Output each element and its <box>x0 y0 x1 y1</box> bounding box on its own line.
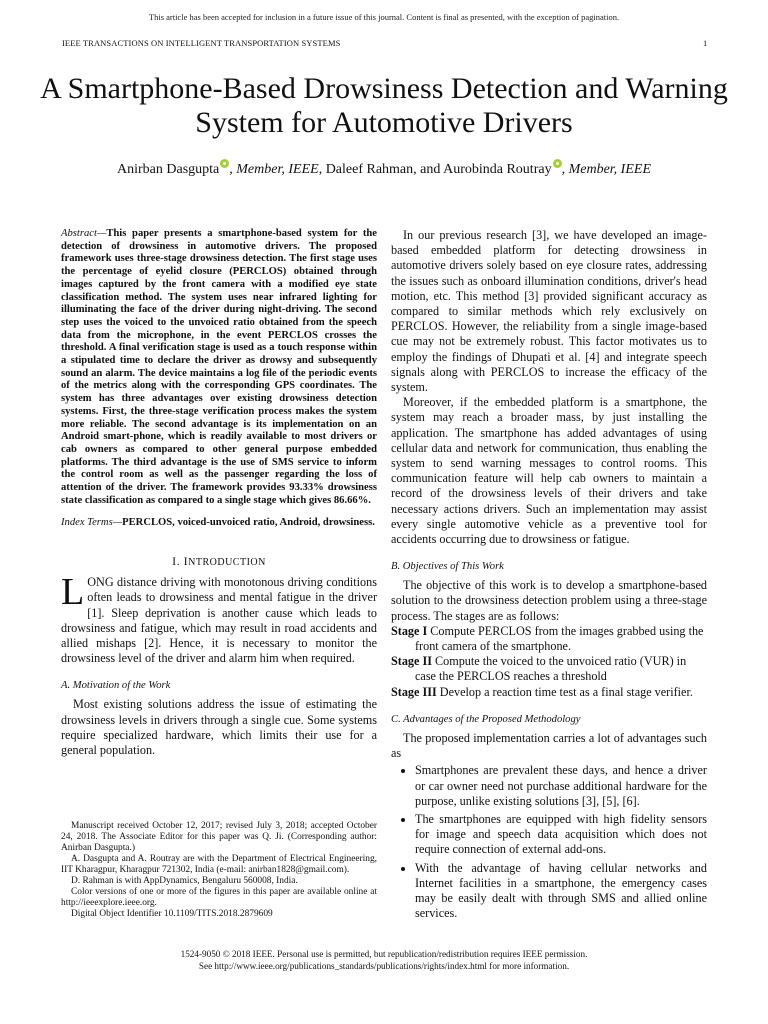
abstract-label: Abstract— <box>61 228 107 239</box>
list-item: • The smartphones are equipped with high fidelity sensors for image and speech data acquisition which does not require connection of external add-ons. <box>415 812 707 858</box>
footnote-doi: Digital Object Identifier 10.1109/TITS.2018.2879609 <box>71 909 273 919</box>
author-names: , Daleef Rahman, and Aurobinda Routray <box>318 162 552 177</box>
orcid-icon[interactable] <box>220 159 229 168</box>
author-role: , Member, IEEE <box>561 162 651 177</box>
section-heading-initial: I <box>183 554 189 569</box>
advantages-paragraph: The proposed implementation carries a lot of advantages such as <box>391 730 707 761</box>
abstract-text: This paper presents a smartphone-based system for the detection of drowsiness in automotive drivers. The proposed framework uses three-stage drowsiness detection. The first stage uses the percentage of eyelid closure (PERCLOS) obtained through images captured by the front camera with a modified eye state classification method. The system uses near infrared lighting for illuminating the face of the driver during night-driving. The second step uses the voiced to the unvoiced ratio obtained from the speech data from the microphone, in the event PERCLOS crosses the threshold. A final verification stage is used as a touch response within a stipulated time to declare the driver as drowsy and subsequently sound an alarm. The device maintains a log file of the periodic events of the metrics along with the corresponding GPS coordinates. The system has three advantages over existing drowsiness detection systems. First, the three-stage verification process makes the system more reliable. The second advantage is its implementation on an Android smart-phone, which is readily available to most drivers or cab owners as compared to other general purpose embedded platforms. The third advantage is the use of SMS service to inform the control room as well as the passenger regarding the loss of attention of the driver. The framework provides 93.33% drowsiness state classification as compared to a single stage which gives 86.66%. <box>61 228 377 506</box>
abstract <box>61 228 377 507</box>
stage-item <box>391 685 707 700</box>
stage-item <box>391 654 707 684</box>
stage-text: Compute PERCLOS from the images grabbed using the front camera of the smartphone. <box>415 623 704 654</box>
index-terms <box>61 517 377 530</box>
objectives-paragraph: The objective of this work is to develop a smartphone-based solution to the drowsiness detection problem using a three-stage process. The stages are as follows: <box>391 578 707 623</box>
subsection-heading-advantages: C. Advantages of the Proposed Methodology <box>391 713 581 725</box>
stage-text: Compute the voiced to the unvoiced ratio (VUR) in case the PERCLOS reaches a threshold <box>415 654 687 684</box>
acceptance-notice: This article has been accepted for inclusion in a future issue of this journal. Content is final as presented, with the exception of pagination. <box>148 12 620 22</box>
footnote-manuscript: Manuscript received October 12, 2017; revised July 3, 2018; accepted October 24, 2018. The Associate Editor for this paper was Q. Ji. (Corresponding author: Anirban Dasgupta.) <box>61 821 377 853</box>
paper-title: A Smartphone-Based Drowsiness Detection and Warning System for Automotive Drivers <box>40 72 728 139</box>
body-paragraph: In our previous research [3], we have developed an image-based embedded platform for detecting drowsiness in automotive drivers solely based on eye closure rates, addressing the issues such as onboard illumination conditions, driver's head motion, etc. This method [3] provided significant accuracy as compared to similar methods which rely exclusively on PERCLOS. However, the reliability from a single image-based cue may not be extremely robust. This factor motivates us to employ the findings of Dhupati et al. [4] and integrate speech signals along with PERCLOS to increase the efficacy of the system. <box>391 228 707 395</box>
right-column <box>391 228 707 924</box>
list-item: • Smartphones are prevalent these days, and hence a driver or car owner need not purchase additional hardware for the purpose, unlike existing solutions [3], [5], [6]. <box>415 763 707 809</box>
stage-item <box>391 624 707 654</box>
body-paragraph: Moreover, if the embedded platform is a smartphone, the system may reach a broader mass, by just installing the application. The smartphone has added advantages of using cellular data and network for communication, thus enabling the system to send warning messages to control rooms. This communication feature will help cab owners to maintain a record of the drowsiness levels of their drivers and take necessary actions drivers. Such an implementation may assist every single automotive vehicle as a preventive tool for accidents occurring due to drowsiness or fatigue. <box>391 395 707 547</box>
stage-label: Stage II <box>391 654 432 669</box>
motivation-paragraph: Most existing solutions address the issue of estimating the drowsiness levels in drivers through a single cue. Some systems require specialized hardware, which limits their use for a general population. <box>61 697 377 757</box>
running-head: IEEE TRANSACTIONS ON INTELLIGENT TRANSPORTATION SYSTEMS <box>62 38 341 48</box>
footnotes <box>61 821 377 920</box>
advantages-list <box>391 763 707 921</box>
subsection-heading-motivation: A. Motivation of the Work <box>61 680 171 692</box>
copyright-footer <box>0 948 768 972</box>
section-heading-rest: NTRODUCTION <box>188 557 266 569</box>
orcid-icon[interactable] <box>553 159 562 168</box>
section-heading-introduction <box>61 554 377 569</box>
page-number: 1 <box>703 38 708 48</box>
section-number: I. <box>172 554 184 569</box>
drop-cap: L <box>61 571 85 614</box>
index-terms-label: Index Terms— <box>61 517 123 529</box>
intro-paragraph <box>61 571 377 666</box>
stage-label: Stage I <box>391 623 428 638</box>
stage-list <box>391 624 707 700</box>
subsection-heading-objectives: B. Objectives of This Work <box>391 561 504 573</box>
stage-text: Develop a reaction time test as a final stage verifier. <box>439 684 693 699</box>
footnote-color: Color versions of one or more of the figures in this paper are available online at http://ieeexplore.ieee.org. <box>61 887 377 908</box>
footnote-affiliation: A. Dasgupta and A. Routray are with the Department of Electrical Engineering, IIT Kharagpur, Kharagpur 721302, India (e-mail: anirban1828@gmail.com). <box>61 854 377 875</box>
left-column <box>61 228 377 758</box>
author-role: , Member, IEEE <box>229 162 319 177</box>
author-line <box>40 159 728 178</box>
footnote-affiliation: D. Rahman is with AppDynamics, Bengaluru 560008, India. <box>71 876 298 886</box>
intro-paragraph-text: ONG distance driving with monotonous driving conditions often leads to drowsiness and mental fatigue in the driver [1]. Sleep deprivation is another cause which leads to drowsiness and fatigue, which may result in road accidents and allied mishaps [2]. Hence, it is necessary to monitor the drowsiness level of the driver and alarm him when required. <box>61 575 377 666</box>
author-name: Anirban Dasgupta <box>117 162 220 177</box>
rights-link-line: See http://www.ieee.org/publications_standards/publications/rights/index.html for more information. <box>198 961 570 971</box>
index-terms-text: PERCLOS, voiced-unvoiced ratio, Android, drowsiness. <box>122 517 375 529</box>
copyright-line: 1524-9050 © 2018 IEEE. Personal use is permitted, but republication/redistribution requires IEEE permission. <box>180 949 588 959</box>
stage-label: Stage III <box>391 684 437 699</box>
list-item: • With the advantage of having cellular networks and Internet facilities in a smartphone, the emergency cases may be easily dealt with through SMS and allied online services. <box>415 861 707 922</box>
